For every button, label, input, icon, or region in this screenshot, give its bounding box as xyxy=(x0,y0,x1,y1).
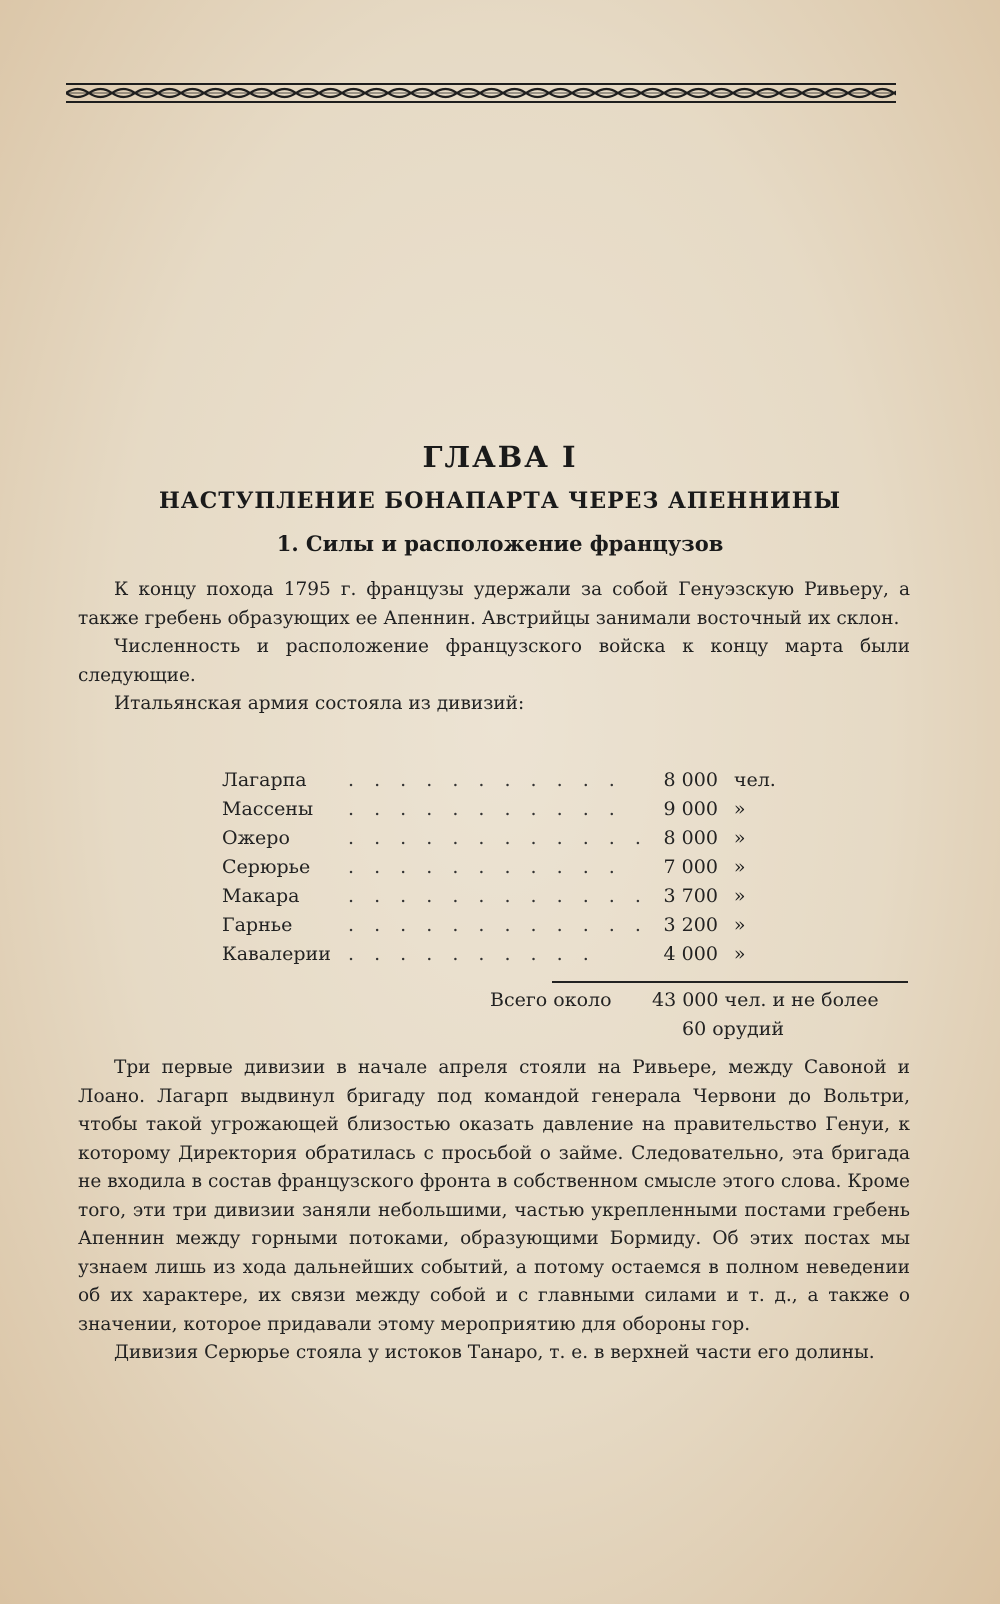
division-name: Макара xyxy=(222,885,300,907)
division-unit: чел. xyxy=(733,769,776,791)
leader-dots: . . . . . . . . . . . xyxy=(348,769,622,791)
leader-dots: . . . . . . . . . . . . xyxy=(348,914,648,936)
chapter-title: НАСТУПЛЕНИЕ БОНАПАРТА ЧЕРЕЗ АПЕННИНЫ xyxy=(158,488,842,514)
intro-text xyxy=(78,576,910,719)
division-name: Серюрье xyxy=(222,856,311,878)
division-name: Ожеро xyxy=(222,827,290,849)
division-unit: » xyxy=(733,856,746,878)
division-strength: 3 700 xyxy=(663,885,718,907)
division-name: Массены xyxy=(222,798,314,820)
narrative-text xyxy=(78,1054,910,1368)
paragraph: Дивизия Серюрье стояла у истоков Танаро, т. е. в верхней части его долины. xyxy=(114,1342,875,1363)
table-row xyxy=(222,824,782,853)
paragraph: Численность и расположение французского войска к концу марта были следующие. xyxy=(78,636,910,686)
paragraph: Итальянская армия состояла из дивизий: xyxy=(114,693,525,714)
decorative-rule-icon xyxy=(66,80,896,106)
paragraph: Три первые дивизии в начале апреля стояли на Ривьере, между Савоной и Лоано. Лагарп выдвинул бригаду под командой генерала Червони до Вольтри, чтобы такой угрожающей близостью оказать давление на правительство Генуи, к которому Директория обратилась с просьбой о займе. Следовательно, эта бригада не входила в состав французского фронта в собственном смысле этого слова. Кроме того, эти три дивизии заняли небольшими, частью укрепленными постами гребень Апеннин между горными потоками, образующими Бормиду. Об этих постах мы узнаем лишь из хода дальнейших событий, а потому остаемся в полном неведении об их характере, их связи между собой и с главными силами и т. д., а также о значении, которое придавали этому мероприятию для обороны гор. xyxy=(78,1057,910,1335)
division-strength: 9 000 xyxy=(663,798,718,820)
divisions-table xyxy=(222,766,782,969)
division-unit: » xyxy=(733,943,746,965)
section-title: 1. Силы и расположение французов xyxy=(276,531,724,556)
division-strength: 4 000 xyxy=(663,943,718,965)
leader-dots: . . . . . . . . . . xyxy=(348,943,596,965)
table-row xyxy=(222,795,782,824)
table-row xyxy=(222,911,782,940)
chapter-label: ГЛАВА I xyxy=(422,440,578,474)
total-divider xyxy=(552,981,908,983)
division-unit: » xyxy=(733,885,746,907)
division-strength: 3 200 xyxy=(663,914,718,936)
table-row xyxy=(222,853,782,882)
table-row xyxy=(222,882,782,911)
division-strength: 8 000 xyxy=(663,769,718,791)
division-strength: 7 000 xyxy=(663,856,718,878)
division-unit: » xyxy=(733,827,746,849)
total-guns: 60 орудий xyxy=(682,1018,785,1040)
division-name: Лагарпа xyxy=(222,769,307,791)
table-row xyxy=(222,766,782,795)
division-unit: » xyxy=(733,914,746,936)
leader-dots: . . . . . . . . . . . xyxy=(348,798,622,820)
total-label: Всего около xyxy=(490,989,612,1011)
total-value: 43 000 чел. и не более xyxy=(652,989,879,1011)
table-row xyxy=(222,940,782,969)
division-name: Кавалерии xyxy=(222,943,331,965)
division-strength: 8 000 xyxy=(663,827,718,849)
leader-dots: . . . . . . . . . . . xyxy=(348,856,622,878)
leader-dots: . . . . . . . . . . . . xyxy=(348,885,648,907)
division-name: Гарнье xyxy=(222,914,293,936)
leader-dots: . . . . . . . . . . . . xyxy=(348,827,648,849)
paragraph: К концу похода 1795 г. французы удержали за собой Генуэзскую Ривьеру, а также гребень образующих ее Апеннин. Австрийцы занимали восточный их склон. xyxy=(78,579,910,629)
division-unit: » xyxy=(733,798,746,820)
